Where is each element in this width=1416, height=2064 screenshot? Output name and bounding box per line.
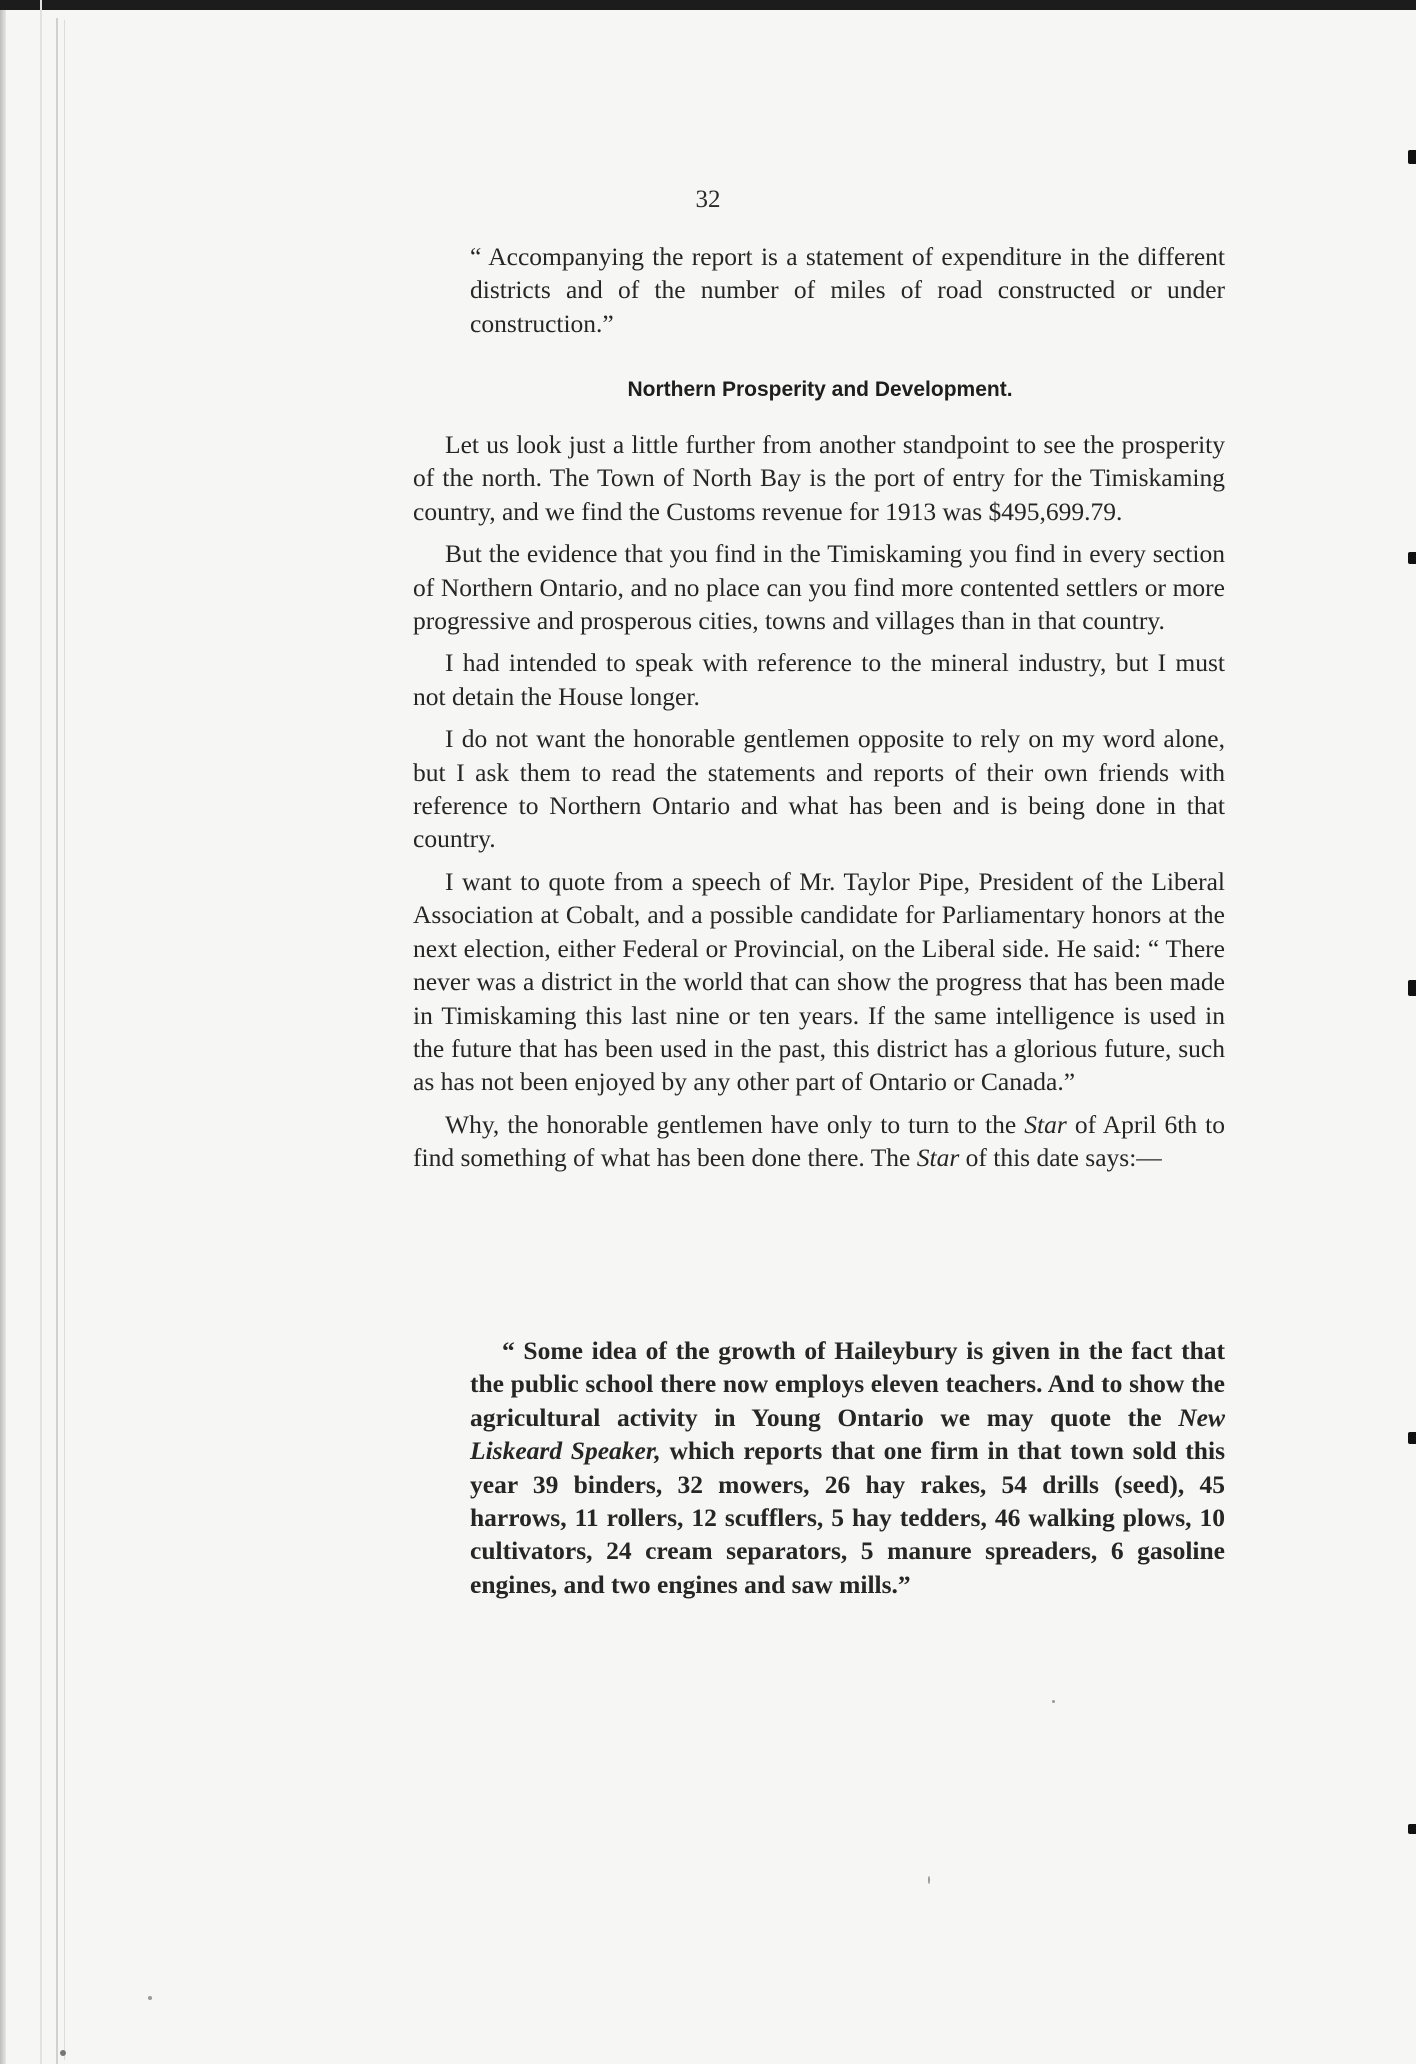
newspaper-name: New Liskeard Speaker, — [470, 1402, 1225, 1466]
page-edge-line — [40, 0, 42, 2064]
body-text — [413, 428, 1225, 1184]
text-run: Why, the honorable gentlemen have only to turn to the — [445, 1109, 1025, 1139]
scan-speck — [148, 1996, 152, 2000]
edge-mark — [1408, 980, 1416, 996]
text-run: which reports that one firm in that town sold this year 39 binders, 32 mowers, 26 hay rakes, 54 drills (seed), 45 harrows, 11 rollers, 12 scufflers, 5 hay tedders, 46 walking plows, 10 cultivators, 24 cream separators, 5 manure spreaders, 6 gasoline engines, and two engines and saw mills.” — [470, 1436, 1225, 1599]
paragraph: Let us look just a little further from another standpoint to see the prosperity of the north. The Town of North Bay is the port of entry for the Timiskaming country, and we find the Customs revenue for 1913 was $495,699.79. — [413, 430, 1225, 526]
paragraph: I had intended to speak with reference to the mineral industry, but I must not detain the House longer. — [413, 648, 1225, 711]
scan-top-border — [0, 0, 1416, 10]
text-run: of this date says:— — [959, 1143, 1162, 1173]
scan-speck — [1052, 1700, 1055, 1703]
binding-edge-line-inner — [64, 20, 65, 2060]
page-number: 32 — [695, 186, 721, 213]
edge-mark — [1408, 552, 1416, 564]
text-run: “ Some idea of the growth of Haileybury is given in the fact that the public school there now employs eleven teachers. And to show the agricultural activity in Young Ontario we may quote the — [470, 1336, 1225, 1432]
edge-mark — [1408, 150, 1416, 164]
paragraph: I want to quote from a speech of Mr. Taylor Pipe, President of the Liberal Association at Cobalt, and a possible candidate for Parliamentary honors at the next election, either Federal or Provincial, on the Liberal side. He said: “ There never was a district in the world that can show the progress that has been made in Timiskaming this last nine or ten years. If the same intelligence is used in the future that has been used in the past, this district has a glorious future, such as has not been enjoyed by any other part of Ontario or Canada.” — [413, 866, 1225, 1097]
closing-quote — [470, 1334, 1225, 1601]
page-edge-shadow — [0, 10, 6, 2064]
paragraph: But the evidence that you find in the Timiskaming you find in every section of Northern Ontario, and no place can you find more contented settlers or more progressive and prosperous cities, towns and villages than in that country. — [413, 539, 1225, 636]
text-run: of April 6th to find something of what has been done there. The — [413, 1109, 1225, 1173]
edge-mark — [1408, 1432, 1416, 1444]
edge-mark — [1408, 1824, 1416, 1834]
section-heading: Northern Prosperity and Development. — [627, 378, 1013, 401]
paragraph-star — [413, 1108, 1225, 1175]
newspaper-name: Star — [1024, 1109, 1067, 1139]
binding-edge-line — [56, 18, 58, 2064]
opening-quote: “ Accompanying the report is a statement of expenditure in the different districts and of the number of miles of road constructed or under construction.” — [470, 242, 1225, 338]
quote-paragraph — [470, 1334, 1225, 1601]
newspaper-name: Star — [916, 1143, 960, 1173]
scan-speck — [60, 2050, 66, 2056]
paragraph: I do not want the honorable gentlemen opposite to rely on my word alone, but I ask them to read the statements and reports of their own friends with reference to Northern Ontario and what has been and is being done in that country. — [413, 724, 1225, 854]
scan-speck — [928, 1876, 930, 1884]
